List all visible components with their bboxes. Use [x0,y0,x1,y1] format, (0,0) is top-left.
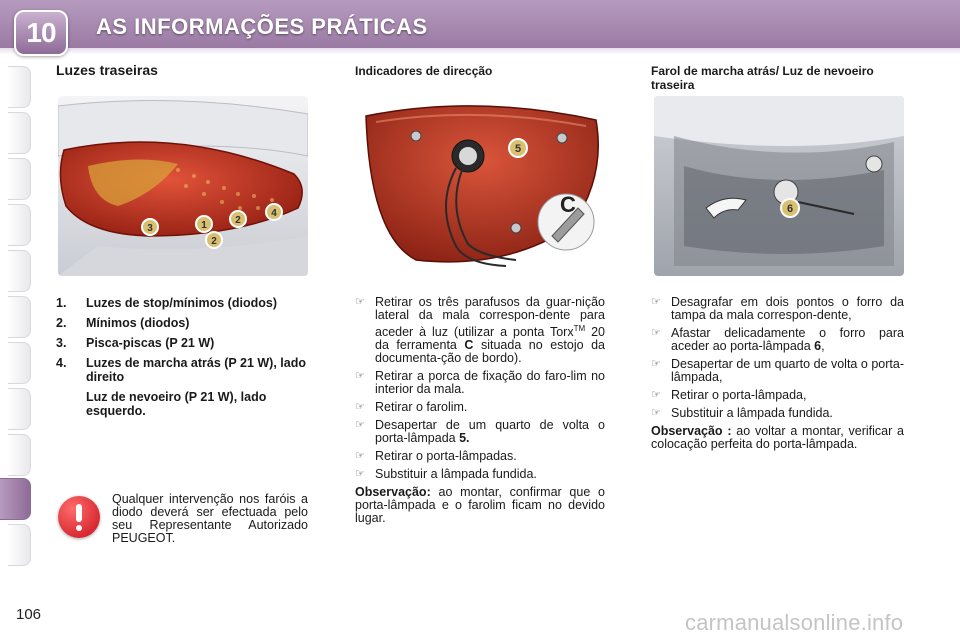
step-item: ☞ Retirar o porta-lâmpada, [651,388,807,402]
hand-pointer-icon: ☞ [651,358,661,370]
section-title: Indicadores de direcção [355,64,493,78]
callout-label: 6 [786,203,794,215]
callout-label: 1 [201,220,207,231]
legend-item [56,356,306,384]
legend-text: Pisca-piscas (P 21 W) [86,336,215,350]
hand-pointer-icon: ☞ [355,296,365,308]
observation-note: Observação: ao montar, confirmar que o porta-lâmpada e o farolim ficam no devido lugar. [355,485,605,526]
section-title: Luzes traseiras [56,62,158,78]
header-strip [0,48,960,54]
legend-number: 3. [56,336,67,350]
hand-pointer-icon: ☞ [355,468,365,481]
chapter-tab[interactable] [8,388,31,430]
reversing-fog-steps [651,296,904,451]
chapter-badge: 10 [14,10,68,56]
legend-number: 1. [56,296,67,310]
hand-pointer-icon: ☞ [651,389,661,401]
section-title: Farol de marcha atrás/ Luz de nevoeiro traseira [651,64,874,92]
callout-label: 5 [514,143,522,155]
page-number: 106 [16,606,42,623]
chapter-tab[interactable] [8,250,31,292]
reversing-fog-lamp-illustration [654,96,904,276]
observation-note: Observação : ao voltar a montar, verificar a colocação perfeita do porta-lâmpada. [651,424,904,451]
legend-text: Luzes de stop/mínimos (diodos) [86,296,277,310]
legend-item [56,296,306,310]
hand-pointer-icon: ☞ [355,419,365,432]
chapter-tab[interactable] [8,112,31,154]
hand-pointer-icon: ☞ [355,401,365,414]
legend-text: Mínimos (diodos) [86,316,190,330]
exclamation-icon [58,496,100,538]
callout-label: 2 [235,215,241,226]
legend-item [56,336,306,350]
chapter-tab[interactable] [8,524,31,566]
step-item: ☞ Retirar a porca de fixação do faro-lim no interior da mala. [355,369,605,397]
step-item: ☞ Desapertar de um quarto de volta o porta-lâmpada, [651,357,904,384]
hand-pointer-icon: ☞ [355,450,365,463]
legend-number: 2. [56,316,67,330]
hand-pointer-icon: ☞ [355,370,365,383]
chapter-tab[interactable] [8,434,31,476]
chapter-title: AS INFORMAÇÕES PRÁTICAS [96,14,428,39]
warning-box [56,490,308,560]
callout-label: 2 [211,236,217,247]
turn-signal-steps [355,296,605,525]
step-item: ☞ Retirar o farolim. [355,400,468,415]
chapter-tab[interactable] [8,342,31,384]
warning-text: Qualquer intervenção nos faróis a diodo deverá ser efectuada pelo seu Representante Autorizado PEUGEOT. [112,492,308,545]
chapter-tab-active[interactable] [0,478,31,520]
turn-signal-illustration [356,96,606,276]
callout-label: 4 [271,208,277,219]
legend-text: Luzes de marcha atrás (P 21 W), lado direito [86,356,306,384]
chapter-tab[interactable] [8,66,31,108]
step-item: ☞ Desagrafar em dois pontos o forro da tampa da mala correspon-dente, [651,295,904,322]
hand-pointer-icon: ☞ [651,407,661,419]
callout-label: 3 [147,223,153,234]
tool-c-label: C [560,192,576,217]
rear-lights-illustration [58,96,308,276]
lamp-legend [56,296,306,424]
chapter-tab-rail [0,64,34,578]
step-item: ☞ Afastar delicadamente o forro para aceder ao porta-lâmpada 6, [651,326,904,353]
step-item: ☞ Retirar o porta-lâmpadas. [355,449,517,464]
step-item: ☞ Retirar os três parafusos da guar-nição lateral da mala correspon-dente para aceder à luz (utilizar a ponta Torx™ 20 da ferramenta C situada no estojo da documenta-ção de bordo). [355,295,605,366]
hand-pointer-icon: ☞ [651,327,661,339]
legend-extra: Luz de nevoeiro (P 21 W), lado esquerdo. [86,390,267,418]
step-item: ☞ Desapertar de um quarto de volta o porta-lâmpada 5. [355,418,605,446]
chapter-tab[interactable] [8,204,31,246]
watermark: carmanualsonline.info [685,610,904,635]
step-item: ☞ Substituir a lâmpada fundida. [355,467,537,482]
chapter-tab[interactable] [8,296,31,338]
chapter-tab[interactable] [8,158,31,200]
legend-item [56,316,306,330]
legend-number: 4. [56,356,67,370]
step-item: ☞ Substituir a lâmpada fundida. [651,406,833,420]
hand-pointer-icon: ☞ [651,296,661,308]
